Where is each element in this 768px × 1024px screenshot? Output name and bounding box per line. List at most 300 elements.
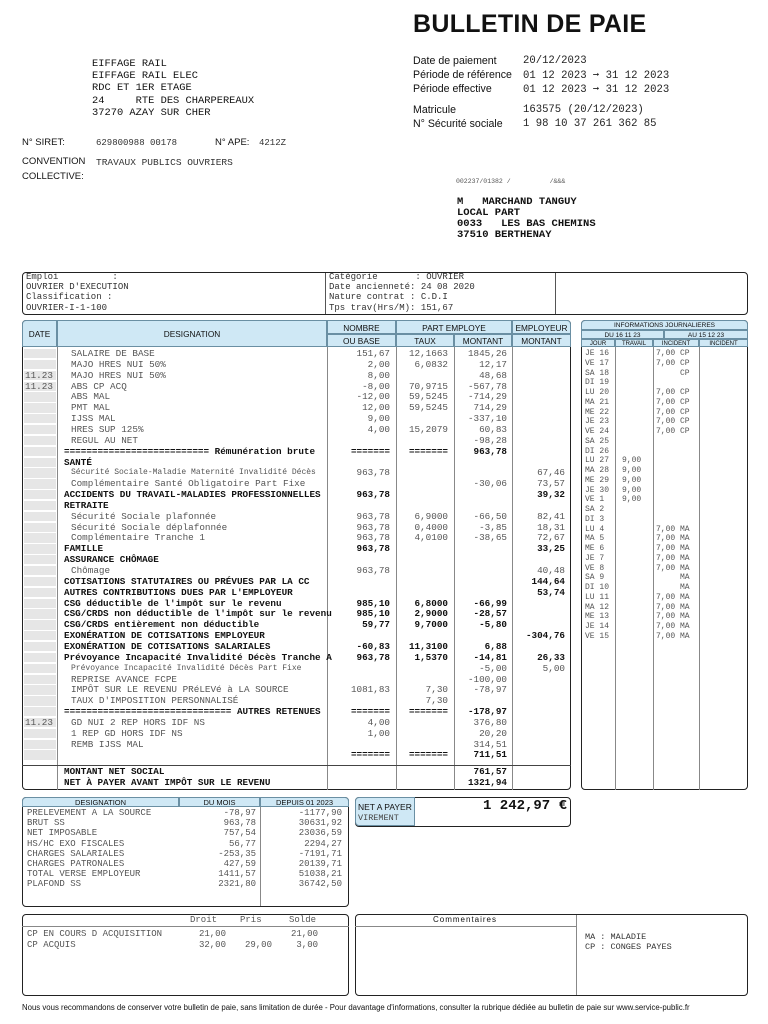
header-montant-employeur: MONTANT — [512, 334, 571, 347]
day-name: VE 24 — [585, 427, 610, 436]
date-stripe — [24, 599, 56, 608]
row-montant: -178,97 — [467, 706, 507, 718]
convention-value: TRAVAUX PUBLICS OUVRIERS — [96, 157, 233, 168]
payinfo-value: 20/12/2023 — [523, 55, 587, 67]
cumul-year: 36742,50 — [298, 879, 342, 890]
net-payer-label: NET A PAYER — [358, 802, 412, 812]
row-taux: 70,9715 — [408, 380, 448, 392]
row-base: 4,00 — [367, 716, 390, 728]
header-nombre: NOMBRE — [327, 320, 396, 334]
row-base: 9,00 — [367, 413, 390, 425]
date-stripe — [24, 360, 56, 369]
date-stripe — [24, 620, 56, 629]
row-designation: ABS MAL — [71, 391, 111, 403]
page-title: BULLETIN DE PAIE — [413, 10, 647, 38]
date-stripe — [24, 349, 56, 358]
date-stripe — [24, 468, 56, 477]
row-montant: -5,80 — [479, 619, 507, 631]
day-name: DI 3 — [585, 514, 605, 524]
day-incident: MA — [656, 583, 690, 592]
cp-droit: 32,00 — [198, 939, 226, 950]
date-stripe — [24, 479, 56, 488]
row-taux: 6,0832 — [414, 358, 448, 370]
row-base: 963,78 — [356, 510, 390, 522]
employee-line: 37510 BERTHENAY — [457, 229, 552, 241]
row-designation: TAUX D'IMPOSITION PERSONNALISÉ — [71, 695, 239, 707]
row-employeur: 5,00 — [542, 662, 565, 674]
date-stripe — [24, 609, 56, 618]
row-montant: 376,80 — [473, 716, 507, 728]
day-work: 9,00 — [622, 485, 642, 495]
row-taux: 4,0100 — [414, 532, 448, 544]
employee-line: LOCAL PART — [457, 207, 521, 219]
net-avant-impot-value: 1321,94 — [467, 777, 507, 788]
cp-label: CP EN COURS D ACQUISITION — [27, 929, 163, 939]
day-name: VE 15 — [585, 631, 610, 641]
date-stripe — [24, 414, 56, 423]
row-montant: -714,29 — [467, 391, 507, 403]
row-designation: ABS CP ACQ — [71, 380, 127, 392]
row-employeur: 72,67 — [537, 532, 565, 544]
day-incident: 7,00 MA — [656, 602, 690, 612]
row-designation: COTISATIONS STATUTAIRES OU PRÉVUES PAR LA CC — [64, 575, 310, 587]
date-stripe — [24, 577, 56, 586]
date-stripe — [24, 533, 56, 542]
cp-header-droit: Droit — [190, 915, 218, 925]
cumul-month: 56,77 — [228, 838, 256, 849]
cp-header-pris: Pris — [240, 915, 262, 925]
row-base: 59,77 — [362, 619, 390, 631]
date-stripe — [24, 707, 56, 716]
row-designation: Complémentaire Santé Obligatoire Part Fixe — [71, 478, 306, 490]
day-name: MA 5 — [585, 534, 605, 544]
day-name: ME 13 — [585, 612, 610, 622]
date-stripe — [24, 664, 56, 673]
header-employeur: EMPLOYEUR — [512, 320, 571, 334]
comments-title: Commentaires — [432, 915, 497, 924]
cumul-month: 2321,80 — [218, 879, 256, 890]
day-name: DI 19 — [585, 378, 610, 388]
date-stripe — [24, 696, 56, 705]
row-montant: 711,51 — [473, 749, 507, 761]
net-avant-impot-label: NET À PAYER AVANT IMPÔT SUR LE REVENU — [64, 777, 271, 788]
row-taux: 2,9000 — [414, 608, 448, 620]
row-base: ======= — [350, 445, 390, 457]
row-designation: Complémentaire Tranche 1 — [71, 532, 205, 544]
row-taux: 6,9000 — [414, 510, 448, 522]
cumul-header-mois: DU MOIS — [179, 797, 260, 807]
daily-col-header: JOUR — [581, 339, 615, 347]
row-base: 985,10 — [356, 608, 390, 620]
row-base: 963,78 — [356, 521, 390, 533]
row-date: 11.23 — [25, 716, 53, 728]
date-stripe — [24, 588, 56, 597]
row-montant: 714,29 — [473, 402, 507, 414]
row-base: 8,00 — [367, 369, 390, 381]
date-stripe — [24, 436, 56, 445]
header-designation: DESIGNATION — [57, 320, 327, 347]
row-designation: GD NUI 2 REP HORS IDF NS — [71, 716, 205, 728]
row-designation: EXONÉRATION DE COTISATIONS EMPLOYEUR — [64, 630, 265, 642]
day-name: JE 14 — [585, 622, 610, 631]
row-montant: 20,20 — [479, 727, 507, 739]
row-designation: PMT MAL — [71, 402, 111, 414]
day-name: SA 2 — [585, 505, 605, 514]
row-taux: 7,30 — [425, 695, 448, 707]
day-name: VE 17 — [585, 358, 610, 368]
cumul-month: -253,35 — [218, 848, 256, 859]
header-montant: MONTANT — [454, 334, 512, 347]
row-taux: 1,5370 — [414, 651, 448, 663]
date-stripe — [24, 566, 56, 575]
row-employeur: 18,31 — [537, 521, 565, 533]
day-name: ME 6 — [585, 544, 605, 553]
row-designation: REGUL AU NET — [71, 434, 138, 446]
row-montant: -100,00 — [467, 673, 507, 685]
cp-solde: 21,00 — [290, 929, 318, 939]
header-taux: TAUX — [396, 334, 454, 347]
day-name: LU 27 — [585, 456, 610, 466]
day-incident: 7,00 MA — [656, 612, 690, 622]
cumul-label: NET IMPOSABLE — [27, 828, 98, 839]
row-base: 963,78 — [356, 651, 390, 663]
row-designation: ACCIDENTS DU TRAVAIL-MALADIES PROFESSIONNELLES — [64, 489, 321, 501]
payinfo-label: N° Sécurité sociale — [413, 118, 503, 130]
daily-col-header: TRAVAIL — [615, 339, 653, 347]
date-stripe — [24, 512, 56, 521]
payinfo-label: Matricule — [413, 104, 456, 116]
row-montant: 48,68 — [479, 369, 507, 381]
row-date: 11.23 — [25, 380, 53, 392]
cumul-label: PLAFOND SS — [27, 879, 82, 890]
day-name: MA 28 — [585, 466, 610, 475]
ape-label: N° APE: — [215, 137, 250, 148]
row-date: 11.23 — [25, 369, 53, 381]
row-montant: -66,50 — [473, 510, 507, 522]
legend: MA : MALADIE CP : CONGES PAYES — [585, 932, 672, 952]
header-ou-base: OU BASE — [327, 334, 396, 347]
row-designation: Prévoyance Incapacité Invalidité Décès Part Fixe — [71, 663, 302, 673]
cumul-year: 20139,71 — [298, 859, 342, 869]
cp-header-solde: Solde — [289, 915, 317, 925]
day-incident: CP — [656, 368, 690, 378]
day-incident: 7,00 CP — [656, 407, 690, 417]
day-incident: 7,00 CP — [656, 397, 690, 407]
cp-droit: 21,00 — [198, 929, 226, 939]
row-base: -60,83 — [356, 640, 390, 652]
row-designation: Sécurité Sociale déplafonnée — [71, 521, 228, 533]
date-stripe — [24, 523, 56, 532]
row-montant: -30,06 — [473, 478, 507, 490]
date-stripe — [24, 740, 56, 749]
row-taux: 0,4000 — [414, 521, 448, 533]
day-incident: 7,00 MA — [656, 563, 690, 573]
day-incident: 7,00 CP — [656, 427, 690, 436]
row-base: ======= — [350, 706, 390, 718]
row-employeur: 26,33 — [537, 651, 565, 663]
row-montant: 314,51 — [473, 738, 507, 750]
payinfo-value: 1 98 10 37 261 362 85 — [523, 118, 657, 130]
day-incident: 7,00 MA — [656, 631, 690, 641]
row-base: 1081,83 — [350, 684, 390, 696]
row-montant: -98,28 — [473, 434, 507, 446]
row-designation: FAMILLE — [64, 543, 104, 555]
row-designation: MAJO HRES NUI 50% — [71, 369, 166, 381]
day-incident: 7,00 MA — [656, 592, 690, 602]
payinfo-value: 163575 (20/12/2023) — [523, 104, 644, 116]
row-taux: 59,5245 — [408, 391, 448, 403]
row-employeur: 39,32 — [537, 489, 565, 501]
day-incident: 7,00 MA — [656, 622, 690, 631]
day-incident: 7,00 CP — [656, 358, 690, 368]
day-name: MA 12 — [585, 602, 610, 612]
day-name: ME 22 — [585, 407, 610, 417]
row-montant: -14,81 — [473, 651, 507, 663]
day-name: MA 21 — [585, 397, 610, 407]
day-work: 9,00 — [622, 466, 642, 475]
row-designation: RETRAITE — [64, 499, 109, 511]
day-incident: 7,00 MA — [656, 524, 690, 534]
cp-label: CP ACQUIS — [27, 939, 76, 950]
row-base: -12,00 — [356, 391, 390, 403]
date-stripe — [24, 729, 56, 738]
row-employeur: 67,46 — [537, 467, 565, 479]
job-middle: Catégorie : OUVRIER Date ancienneté: 24 08 2020 Nature contrat : C.D.I Tps trav(Hrs/M): 151,67 — [329, 272, 475, 313]
row-base: 1,00 — [367, 727, 390, 739]
day-work: 9,00 — [622, 456, 642, 466]
day-incident: 7,00 MA — [656, 534, 690, 544]
row-montant: 12,17 — [479, 358, 507, 370]
date-stripe — [24, 642, 56, 651]
row-designation: Chômage — [71, 565, 111, 576]
job-left: Emploi : OUVRIER D'EXECUTION Classification : OUVRIER-I-1-100 — [26, 272, 129, 313]
siret-label: N° SIRET: — [22, 137, 65, 148]
cumul-label: HS/HC EXO FISCALES — [27, 838, 125, 849]
date-stripe — [24, 403, 56, 412]
row-designation: ASSURANCE CHÔMAGE — [64, 554, 159, 566]
row-designation: REMB IJSS MAL — [71, 738, 144, 750]
row-taux: ======= — [408, 749, 448, 761]
row-designation: Prévoyance Incapacité Invalidité Décès Tranche A — [64, 651, 332, 663]
row-base: 963,78 — [356, 489, 390, 501]
row-montant: -5,00 — [479, 662, 507, 674]
row-montant: -66,99 — [473, 597, 507, 609]
day-incident: MA — [656, 573, 690, 583]
payinfo-value: 01 12 2023 ➞ 31 12 2023 — [523, 70, 670, 82]
row-taux: ======= — [408, 706, 448, 718]
row-montant: -567,78 — [467, 380, 507, 392]
row-employeur: 73,57 — [537, 478, 565, 490]
day-name: LU 20 — [585, 388, 610, 397]
payinfo-label: Période effective — [413, 83, 492, 95]
row-montant: 60,83 — [479, 423, 507, 435]
cumul-label: PRELEVEMENT A LA SOURCE — [27, 808, 152, 818]
row-employeur: 33,25 — [537, 543, 565, 555]
row-taux: 7,30 — [425, 684, 448, 696]
day-incident: 7,00 CP — [656, 417, 690, 427]
employee-line: 0033 LES BAS CHEMINS — [457, 218, 596, 230]
row-base: 963,78 — [356, 467, 390, 479]
row-base: 985,10 — [356, 597, 390, 609]
row-designation: REPRISE AVANCE FCPE — [71, 673, 178, 685]
row-base: ======= — [350, 749, 390, 761]
date-stripe — [24, 458, 56, 467]
row-taux: 11,3100 — [408, 640, 448, 652]
row-designation: HRES SUP 125% — [71, 423, 144, 435]
header-part-employe: PART EMPLOYE — [396, 320, 512, 334]
day-name: SA 9 — [585, 573, 605, 583]
date-stripe — [24, 675, 56, 684]
employee-address — [457, 197, 596, 241]
row-designation: Sécurité Sociale-Maladie Maternité Invalidité Décès — [71, 468, 316, 478]
row-designation: ============================== AUTRES RETENUES — [64, 706, 321, 718]
date-stripe — [24, 555, 56, 564]
row-montant: -78,97 — [473, 684, 507, 696]
siret-value: 629800988 00178 — [96, 138, 178, 148]
row-employeur: 53,74 — [537, 586, 565, 598]
cumul-header-depuis: DEPUIS 01 2023 — [260, 797, 349, 807]
row-montant: 1845,26 — [467, 348, 507, 359]
cumul-year: 51038,21 — [298, 869, 342, 880]
net-payer-amount: 1 242,97 € — [482, 798, 567, 814]
row-montant: -337,10 — [467, 413, 507, 425]
row-employeur: 144,64 — [531, 575, 565, 587]
row-employeur: -304,76 — [525, 630, 565, 642]
day-name: SA 18 — [585, 368, 610, 378]
day-name: JE 16 — [585, 349, 610, 358]
row-base: 963,78 — [356, 565, 390, 576]
row-base: 12,00 — [362, 402, 390, 414]
row-montant: 963,78 — [473, 445, 507, 457]
date-stripe — [24, 685, 56, 694]
date-stripe — [24, 631, 56, 640]
row-montant: 6,88 — [484, 640, 507, 652]
day-name: DI 26 — [585, 446, 610, 456]
row-base: 151,67 — [356, 348, 390, 359]
row-montant: -3,85 — [479, 521, 507, 533]
cp-pris: 29,00 — [244, 939, 272, 950]
day-incident: 7,00 MA — [656, 553, 690, 563]
day-name: LU 4 — [585, 524, 605, 534]
row-designation: MAJO HRES NUI 50% — [71, 358, 166, 370]
cumul-label: CHARGES SALARIALES — [27, 848, 125, 859]
cumul-month: 757,54 — [223, 828, 256, 839]
day-name: JE 23 — [585, 417, 610, 427]
employer-address: EIFFAGE RAIL EIFFAGE RAIL ELEC RDC ET 1ER ETAGE 24 RTE DES CHARPEREAUX 37270 AZAY SUR CHER — [92, 58, 255, 119]
date-stripe — [24, 653, 56, 662]
row-taux: 15,2079 — [408, 423, 448, 435]
net-social-label: MONTANT NET SOCIAL — [64, 766, 165, 777]
row-designation: CSG déductible de l'impôt sur le revenu — [64, 597, 282, 609]
row-base: -8,00 — [362, 380, 390, 392]
day-name: LU 11 — [585, 592, 610, 602]
daily-col-header: INCIDENT — [699, 339, 748, 347]
day-name: VE 8 — [585, 563, 605, 573]
daily-info-from: DU 16 11 23 — [581, 330, 664, 339]
row-base: 2,00 — [367, 358, 390, 370]
row-designation: IMPÔT SUR LE REVENU PRéLEVé à LA SOURCE — [71, 684, 289, 696]
employee-line: M MARCHAND TANGUY — [457, 196, 577, 208]
row-designation: SANTÉ — [64, 456, 92, 468]
daily-info-title: INFORMATIONS JOURNALIERES — [581, 320, 748, 330]
day-name: SA 25 — [585, 436, 610, 446]
row-designation: SALAIRE DE BASE — [71, 348, 155, 359]
reference-code: 002237/01382 / /&&& — [456, 178, 566, 185]
date-stripe — [24, 392, 56, 401]
day-name: ME 29 — [585, 475, 610, 485]
day-incident: 7,00 CP — [656, 388, 690, 397]
row-designation: Sécurité Sociale plafonnée — [71, 510, 217, 522]
payinfo-label: Période de référence — [413, 69, 512, 81]
row-employeur: 40,48 — [537, 565, 565, 576]
row-taux: ======= — [408, 445, 448, 457]
cumul-month: 963,78 — [223, 818, 256, 829]
cp-solde: 3,00 — [296, 939, 318, 950]
cumul-year: -1177,90 — [298, 808, 342, 818]
cumul-year: 30631,92 — [298, 818, 342, 829]
row-designation: EXONÉRATION DE COTISATIONS SALARIALES — [64, 640, 271, 652]
row-designation: ========================== Rémunération brute — [64, 445, 316, 457]
footer-note: Nous vous recommandons de conserver votre bulletin de paie, sans limitation de durée - Pour davantage d'informations, consulter la rubrique dédiée au bulletin de paie sur www.service-public.fr — [22, 1003, 690, 1012]
row-designation: CSG/CRDS entièrement non déductible — [64, 619, 260, 631]
row-designation: 1 REP GD HORS IDF NS — [71, 727, 183, 739]
collective-label: COLLECTIVE: — [22, 171, 84, 182]
day-name: JE 7 — [585, 553, 605, 563]
cumul-label: BRUT SS — [27, 818, 65, 829]
day-incident: 7,00 CP — [656, 349, 690, 358]
date-stripe — [24, 425, 56, 434]
day-incident: 7,00 MA — [656, 544, 690, 553]
row-designation: CSG/CRDS non déductible de l'impôt sur le revenu — [64, 608, 332, 620]
date-stripe — [24, 544, 56, 553]
row-taux: 9,7000 — [414, 619, 448, 631]
cumul-year: 2294,27 — [304, 838, 342, 849]
convention-label: CONVENTION — [22, 156, 86, 167]
cumul-label: TOTAL VERSE EMPLOYEUR — [27, 869, 141, 880]
row-base: 4,00 — [367, 423, 390, 435]
cumul-month: -78,97 — [223, 808, 256, 818]
cumul-year: 23036,59 — [298, 828, 342, 839]
day-name: VE 1 — [585, 495, 605, 505]
row-montant: -38,65 — [473, 532, 507, 544]
daily-col-header: INCIDENT — [653, 339, 699, 347]
cumul-header-designation: DESIGNATION — [22, 797, 179, 807]
row-taux: 12,1663 — [408, 348, 448, 359]
row-taux: 59,5245 — [408, 402, 448, 414]
row-taux: 6,8000 — [414, 597, 448, 609]
date-stripe — [24, 750, 56, 759]
day-name: JE 30 — [585, 485, 610, 495]
payinfo-label: Date de paiement — [413, 55, 497, 67]
row-employeur: 82,41 — [537, 510, 565, 522]
row-base: 963,78 — [356, 532, 390, 544]
daily-info-to: AU 15 12 23 — [664, 330, 748, 339]
payment-method: VIREMENT — [358, 813, 399, 823]
row-base: 963,78 — [356, 543, 390, 555]
cumul-month: 1411,57 — [218, 869, 256, 880]
row-designation: AUTRES CONTRIBUTIONS DUES PAR L'EMPLOYEUR — [64, 586, 293, 598]
date-stripe — [24, 490, 56, 499]
ape-value: 4212Z — [259, 138, 287, 148]
cumul-year: -7191,71 — [298, 848, 342, 859]
date-stripe — [24, 447, 56, 456]
row-montant: -28,57 — [473, 608, 507, 620]
date-stripe — [24, 501, 56, 510]
day-work: 9,00 — [622, 495, 642, 505]
row-designation: IJSS MAL — [71, 413, 116, 425]
payinfo-value: 01 12 2023 ➞ 31 12 2023 — [523, 84, 670, 96]
day-name: DI 10 — [585, 583, 610, 592]
